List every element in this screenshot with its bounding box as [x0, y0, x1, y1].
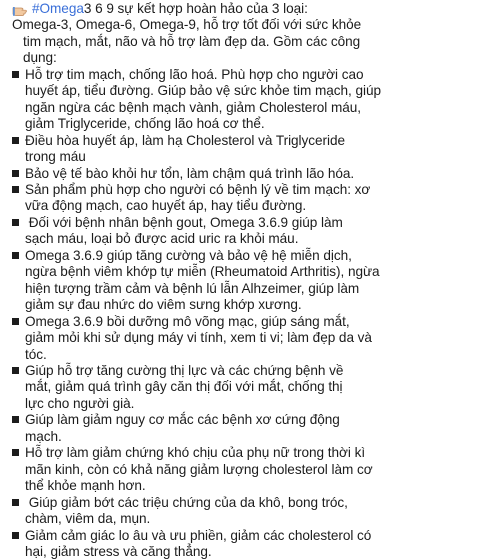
- benefit-item: Giúp làm giảm nguy cơ mắc các bệnh xơ cứng động: [12, 412, 484, 428]
- benefit-item: Bảo vệ tế bào khỏi hư tổn, làm chậm quá trình lão hóa.: [12, 166, 484, 182]
- square-bullet-icon: [12, 532, 19, 539]
- intro-line: dụng:: [23, 50, 57, 66]
- benefit-item: Hỗ trợ tim mạch, chống lão hoá. Phù hợp cho người cao: [12, 67, 484, 83]
- benefit-line: vữa động mạch, cao huyết áp, hay tiểu đường.: [25, 198, 307, 214]
- benefit-line: trong máu: [25, 149, 86, 165]
- benefit-item: Điều hòa huyết áp, làm hạ Cholesterol và Triglyceride: [12, 133, 484, 149]
- square-bullet-icon: [12, 499, 19, 506]
- benefit-item: Giúp giảm bớt các triệu chứng của da khô, bong tróc,: [12, 495, 484, 511]
- benefit-item: Omega 3.6.9 giúp tăng cường và bảo vệ hệ miễn dịch,: [12, 248, 484, 264]
- benefit-item: Hỗ trợ làm giảm chứng khó chịu của phụ nữ trong thời kì: [12, 445, 484, 461]
- square-bullet-icon: [12, 252, 19, 259]
- pointing-hand-icon: [12, 3, 27, 16]
- benefit-line: lực cho người già.: [25, 395, 135, 411]
- benefit-line: giảm Triglyceride, chống lão hoá cơ thể.: [25, 116, 265, 132]
- benefit-line: hiện tượng trầm cảm và bệnh lú lẫn Alhzeimer, giúp làm: [25, 280, 360, 296]
- square-bullet-icon: [12, 318, 19, 325]
- benefit-line: giảm sự đau nhức do viêm sưng khớp xương.: [25, 297, 302, 313]
- benefit-line: giảm mỏi khi sử dụng máy vi tính, xem ti vi; làm đẹp da và: [25, 330, 372, 346]
- square-bullet-icon: [12, 219, 19, 226]
- benefit-line: sạch máu, loại bỏ được acid uric ra khỏi máu.: [25, 231, 299, 247]
- benefit-line: huyết áp, tiểu đường. Giúp bảo vệ sức khỏe tim mạch, giúp: [25, 83, 381, 99]
- benefit-item: Giảm cảm giác lo âu và ưu phiền, giảm các cholesterol có: [12, 528, 484, 544]
- headline-text: 3 6 9 sự kết hợp hoàn hảo của 3 loại:: [83, 1, 308, 16]
- benefit-line: ngừa bệnh viêm khớp tự miễn (Rheumatoid Arthritis), ngừa: [25, 264, 380, 280]
- square-bullet-icon: [12, 71, 19, 78]
- benefit-line: tóc.: [25, 346, 47, 362]
- square-bullet-icon: [12, 449, 19, 456]
- benefit-line: ngăn ngừa các bệnh mạch vành, giảm Cholesterol máu,: [25, 99, 362, 115]
- benefit-item: Omega 3.6.9 bồi dưỡng mô võng mạc, giúp sáng mắt,: [12, 314, 484, 330]
- benefit-line: mạch.: [25, 428, 62, 444]
- benefit-item: Giúp hỗ trợ tăng cường thị lực và các chứng bệnh về: [12, 363, 484, 379]
- omega-hashtag[interactable]: #Omega: [32, 1, 84, 16]
- benefit-item: Đối với bệnh nhân bệnh gout, Omega 3.6.9 giúp làm: [12, 215, 484, 231]
- intro-line: Omega-3, Omega-6, Omega-9, hỗ trợ tốt đối với sức khỏe: [12, 17, 362, 33]
- square-bullet-icon: [12, 186, 19, 193]
- square-bullet-icon: [12, 170, 19, 177]
- square-bullet-icon: [12, 416, 19, 423]
- benefit-line: mãn kinh, còn có khả năng giảm lượng cholesterol làm cơ: [25, 461, 373, 477]
- intro-line: tim mạch, mắt, não và hỗ trợ làm đẹp da. Gồm các công: [23, 33, 361, 49]
- benefit-line: hại, giảm stress và căng thẳng.: [25, 543, 212, 559]
- square-bullet-icon: [12, 367, 19, 374]
- post-headline: [12, 1, 484, 17]
- benefit-item: Sản phẩm phù hợp cho người có bệnh lý về tim mạch: xơ: [12, 182, 484, 198]
- benefit-line: mắt, giảm quá trình gây căn thị đối với mắt, chống thị: [25, 379, 343, 395]
- benefit-line: chàm, viêm da, mụn.: [25, 511, 151, 527]
- square-bullet-icon: [12, 137, 19, 144]
- benefit-line: thể khỏe mạnh hơn.: [25, 478, 146, 494]
